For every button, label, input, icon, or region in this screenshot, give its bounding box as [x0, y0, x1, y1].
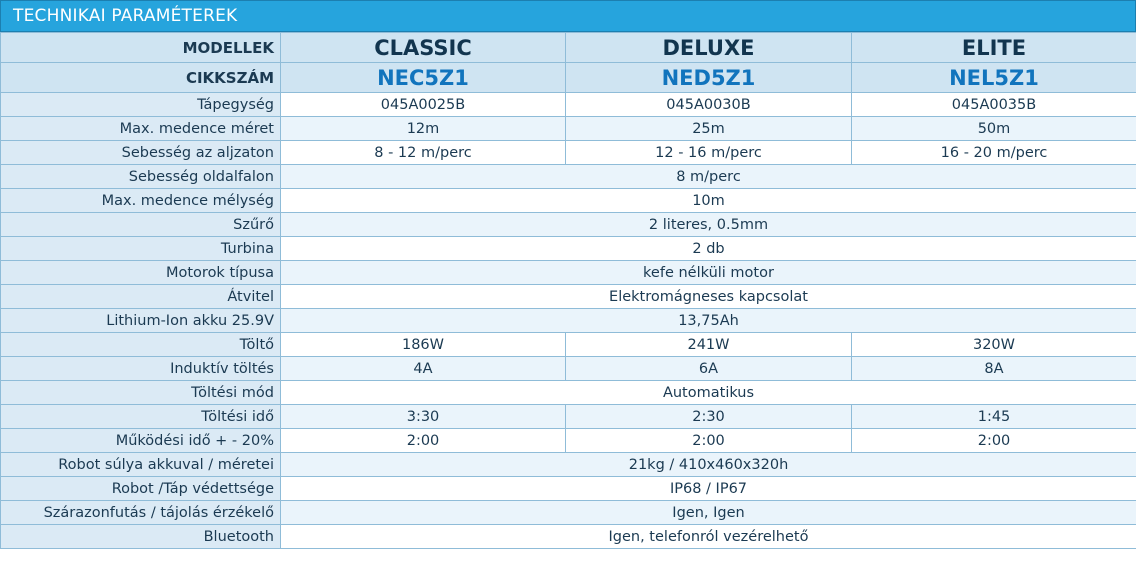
- table-row: [1, 477, 1136, 501]
- table-row: [1, 429, 1136, 453]
- row-label: Motorok típusa: [1, 261, 281, 285]
- sku-classic: NEC5Z1: [281, 63, 566, 93]
- row-value-elite: 50m: [852, 117, 1136, 141]
- row-label: Átvitel: [1, 285, 281, 309]
- row-value-deluxe: 241W: [566, 333, 852, 357]
- row-value-all: Automatikus: [281, 381, 1136, 405]
- row-label: Max. medence méret: [1, 117, 281, 141]
- table-row: [1, 525, 1136, 549]
- table-row: [1, 141, 1136, 165]
- row-value-all: Igen, Igen: [281, 501, 1136, 525]
- row-value-all: 8 m/perc: [281, 165, 1136, 189]
- model-name-classic: CLASSIC: [281, 33, 566, 63]
- row-value-classic: 4A: [281, 357, 566, 381]
- row-value-elite: 1:45: [852, 405, 1136, 429]
- row-value-all: 2 db: [281, 237, 1136, 261]
- models-header-label: MODELLEK: [1, 33, 281, 63]
- row-value-all: Igen, telefonról vezérelhető: [281, 525, 1136, 549]
- row-label: Max. medence mélység: [1, 189, 281, 213]
- sku-header-label: CIKKSZÁM: [1, 63, 281, 93]
- row-value-classic: 3:30: [281, 405, 566, 429]
- sheet-title-bar: [0, 0, 1136, 32]
- table-row-sku: [1, 63, 1136, 93]
- table-row: [1, 381, 1136, 405]
- row-value-all: 21kg / 410x460x320h: [281, 453, 1136, 477]
- table-row: [1, 405, 1136, 429]
- table-row: [1, 309, 1136, 333]
- model-name-elite: ELITE: [852, 33, 1136, 63]
- table-row: [1, 501, 1136, 525]
- row-value-all: 10m: [281, 189, 1136, 213]
- table-row: [1, 213, 1136, 237]
- row-value-all: IP68 / IP67: [281, 477, 1136, 501]
- table-body: [1, 33, 1136, 549]
- row-label: Lithium-Ion akku 25.9V: [1, 309, 281, 333]
- row-value-classic: 2:00: [281, 429, 566, 453]
- row-value-elite: 8A: [852, 357, 1136, 381]
- sku-elite: NEL5Z1: [852, 63, 1136, 93]
- row-label: Töltési idő: [1, 405, 281, 429]
- table-row: [1, 189, 1136, 213]
- sku-deluxe: NED5Z1: [566, 63, 852, 93]
- row-value-classic: 045A0025B: [281, 93, 566, 117]
- table-row: [1, 261, 1136, 285]
- row-label: Robot súlya akkuval / méretei: [1, 453, 281, 477]
- row-value-deluxe: 2:00: [566, 429, 852, 453]
- row-value-elite: 2:00: [852, 429, 1136, 453]
- row-value-classic: 12m: [281, 117, 566, 141]
- row-label: Töltési mód: [1, 381, 281, 405]
- row-value-deluxe: 045A0030B: [566, 93, 852, 117]
- table-row: [1, 117, 1136, 141]
- row-label: Bluetooth: [1, 525, 281, 549]
- row-label: Turbina: [1, 237, 281, 261]
- row-value-classic: 186W: [281, 333, 566, 357]
- row-value-classic: 8 - 12 m/perc: [281, 141, 566, 165]
- row-value-all: Elektromágneses kapcsolat: [281, 285, 1136, 309]
- specifications-table: [0, 32, 1136, 549]
- row-label: Robot /Táp védettsége: [1, 477, 281, 501]
- row-label: Tápegység: [1, 93, 281, 117]
- row-value-deluxe: 6A: [566, 357, 852, 381]
- row-label: Sebesség oldalfalon: [1, 165, 281, 189]
- row-value-deluxe: 25m: [566, 117, 852, 141]
- row-label: Töltő: [1, 333, 281, 357]
- table-row: [1, 285, 1136, 309]
- row-value-all: 13,75Ah: [281, 309, 1136, 333]
- page-title: TECHNIKAI PARAMÉTEREK: [13, 6, 238, 26]
- row-label: Induktív töltés: [1, 357, 281, 381]
- row-label: Működési idő + - 20%: [1, 429, 281, 453]
- row-value-elite: 16 - 20 m/perc: [852, 141, 1136, 165]
- row-label: Szűrő: [1, 213, 281, 237]
- row-value-deluxe: 2:30: [566, 405, 852, 429]
- row-value-all: kefe nélküli motor: [281, 261, 1136, 285]
- table-row: [1, 357, 1136, 381]
- row-label: Sebesség az aljzaton: [1, 141, 281, 165]
- row-label: Szárazonfutás / tájolás érzékelő: [1, 501, 281, 525]
- row-value-all: 2 literes, 0.5mm: [281, 213, 1136, 237]
- model-name-deluxe: DELUXE: [566, 33, 852, 63]
- table-row: [1, 93, 1136, 117]
- row-value-elite: 045A0035B: [852, 93, 1136, 117]
- table-row-models: [1, 33, 1136, 63]
- row-value-elite: 320W: [852, 333, 1136, 357]
- table-row: [1, 165, 1136, 189]
- table-row: [1, 237, 1136, 261]
- table-row: [1, 453, 1136, 477]
- table-row: [1, 333, 1136, 357]
- row-value-deluxe: 12 - 16 m/perc: [566, 141, 852, 165]
